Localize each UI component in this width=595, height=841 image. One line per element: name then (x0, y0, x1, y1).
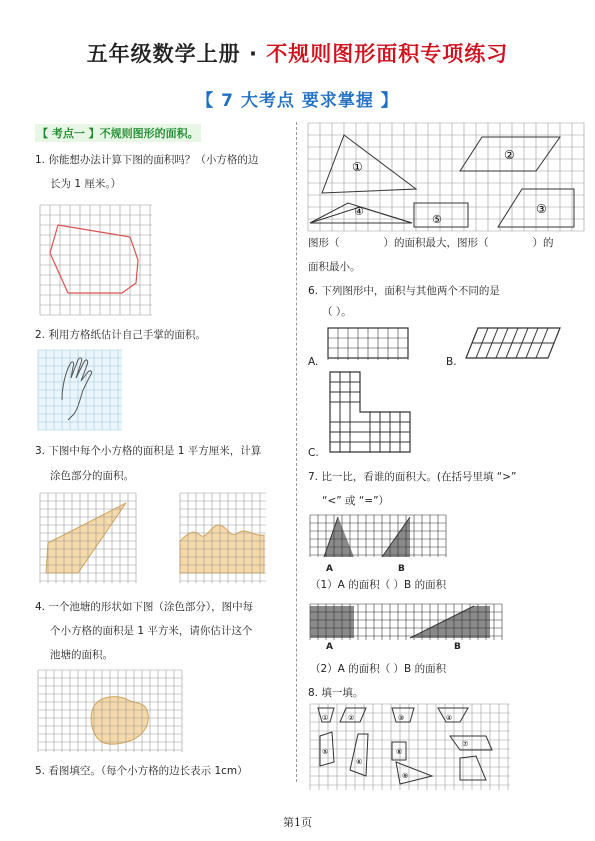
q5-fill-line2: 面积最小。 (308, 261, 361, 273)
q7-label-b2: B (454, 642, 461, 652)
q7-answer-2: （2）A 的面积（ ）B 的面积 (310, 663, 447, 675)
q3-figure-left (40, 493, 136, 583)
q7-text-line2: “<” 或 “=”） (322, 495, 390, 507)
q7-label-a2: A (326, 642, 333, 652)
q3-text-line1: 3. 下图中每个小方格的面积是 1 平方厘米，计算 (35, 445, 262, 457)
q7-figure-1 (310, 515, 446, 561)
q5-label-2: ② (504, 148, 515, 162)
section-heading: 【 考点一 】不规则图形的面积。 (35, 124, 201, 142)
q4-text-line2: 个小方格的面积是 1 平方米，请你估计这个 (50, 625, 253, 637)
page-footer: 第1页 (283, 816, 312, 829)
q8-text-line1: 8. 填一填。 (308, 687, 364, 699)
q7-label-b1: B (398, 564, 405, 574)
q8-figure (310, 704, 510, 790)
svg-text:④: ④ (446, 714, 453, 722)
q5-label-3: ③ (536, 202, 547, 216)
q4-figure (38, 670, 182, 752)
q6-option-b: B. (446, 356, 457, 368)
page-subtitle: 【 7 大考点 要求掌握 】 (196, 91, 399, 111)
svg-text:②: ② (348, 714, 355, 722)
q3-text-line2: 涂色部分的面积。 (50, 470, 134, 482)
q5-label-4: ④ (354, 205, 364, 218)
q1-grid (40, 205, 152, 315)
q6-text-line1: 6. 下列图形中，面积与其他两个不同的是 (308, 285, 500, 297)
q1-figure (40, 205, 152, 315)
q5-figure (308, 123, 584, 231)
svg-text:⑧: ⑧ (396, 748, 403, 756)
q7-text-line1: 7. 比一比，看谁的面积大。(在括号里填 “>” (308, 471, 517, 483)
column-divider (296, 122, 297, 782)
q6-figure-b (466, 326, 562, 360)
svg-text:③: ③ (398, 714, 405, 722)
q4-text-line3: 池塘的面积。 (50, 649, 113, 661)
q4-text-line1: 4. 一个池塘的形状如下图（涂色部分），图中每 (35, 601, 254, 613)
q7-label-a1: A (326, 564, 333, 574)
svg-text:①: ① (322, 714, 329, 722)
q6-figure-a (328, 328, 408, 360)
svg-text:⑥: ⑥ (356, 758, 363, 766)
q3-figure-right (180, 493, 266, 583)
q5-fill-line1: 图形（ ）的面积最大，图形（ ）的 (308, 237, 554, 249)
q5-text-line1: 5. 看图填空。（每个小方格的边长表示 1cm） (35, 765, 248, 777)
q1-text-line1: 1. 你能想办法计算下图的面积吗？（小方格的边 (35, 154, 259, 166)
q7-answer-1: （1）A 的面积（ ）B 的面积 (310, 579, 447, 591)
q5-label-5: ⑤ (432, 213, 442, 226)
q2-figure (38, 350, 122, 430)
q7-figure-2 (310, 604, 502, 640)
q6-option-a: A. (308, 356, 319, 368)
svg-text:⑦: ⑦ (462, 740, 469, 748)
svg-text:⑨: ⑨ (402, 772, 409, 780)
q2-text-line1: 2. 利用方格纸估计自己手掌的面积。 (35, 329, 206, 341)
q6-option-c: C. (308, 447, 319, 459)
q6-text-line2: （ ）。 (322, 306, 352, 318)
q5-label-1: ① (352, 160, 363, 174)
svg-text:⑤: ⑤ (322, 748, 329, 756)
page-title: 五年级数学上册 · 不规则图形面积专项练习 (86, 42, 509, 66)
q1-text-line2: 长为 1 厘米。） (50, 178, 122, 190)
q6-figure-c (330, 372, 410, 454)
